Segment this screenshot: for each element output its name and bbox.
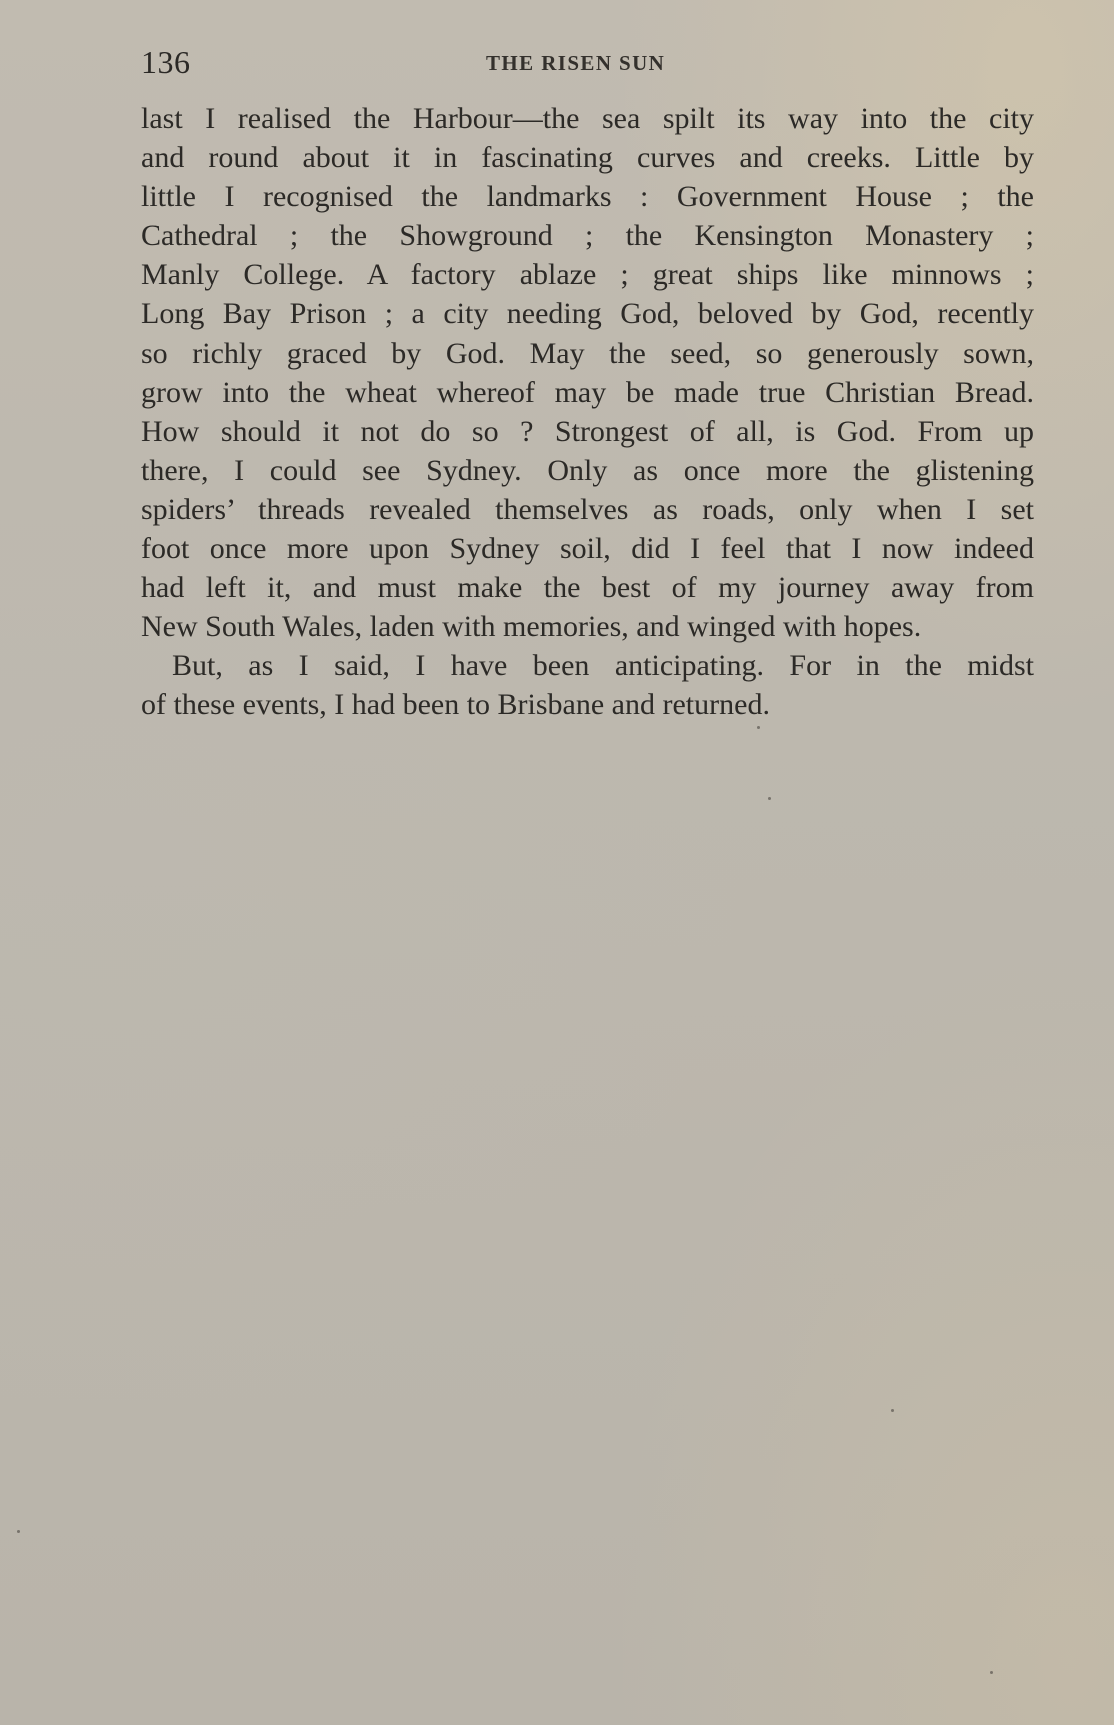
- paper-speck: [891, 1409, 894, 1412]
- paragraph-2: [141, 646, 1034, 724]
- text-line: grow into the wheat whereof may be made true Christian Bread.: [141, 375, 1034, 409]
- paragraph-1: [141, 99, 1034, 646]
- text-line: little I recognised the landmarks : Government House ; the: [141, 180, 1034, 214]
- paper-speck: [768, 797, 771, 800]
- text-line: so richly graced by God. May the seed, so generously sown,: [141, 336, 1034, 370]
- text-line: foot once more upon Sydney soil, did I feel that I now indeed: [141, 532, 1034, 566]
- text-line: had left it, and must make the best of my journey away from: [141, 571, 1034, 605]
- page-number: 136: [141, 44, 191, 80]
- text-line: there, I could see Sydney. Only as once more the glistening: [141, 453, 1034, 487]
- text-line: Long Bay Prison ; a city needing God, beloved by God, recently: [141, 297, 1034, 331]
- text-line: Manly College. A factory ablaze ; great ships like minnows ;: [141, 258, 1034, 292]
- paper-speck: [990, 1671, 993, 1674]
- running-title: THE RISEN SUN: [486, 51, 666, 75]
- running-head: [141, 40, 1034, 84]
- paper-speck: [757, 726, 760, 729]
- text-line: and round about it in fascinating curves and creeks. Little by: [141, 141, 1034, 175]
- text-line: of these events, I had been to Brisbane and returned.: [141, 688, 770, 722]
- text-line: Cathedral ; the Showground ; the Kensington Monastery ;: [141, 219, 1034, 253]
- text-line: How should it not do so ? Strongest of all, is God. From up: [141, 414, 1034, 448]
- text-line: New South Wales, laden with memories, and winged with hopes.: [141, 610, 922, 644]
- text-line: spiders’ threads revealed themselves as roads, only when I set: [141, 492, 1034, 526]
- paper-speck: [17, 1530, 20, 1533]
- body-text: [141, 99, 1034, 725]
- text-line: But, as I said, I have been anticipating. For in the midst: [172, 649, 1034, 683]
- text-line: last I realised the Harbour—the sea spilt its way into the city: [141, 102, 1034, 135]
